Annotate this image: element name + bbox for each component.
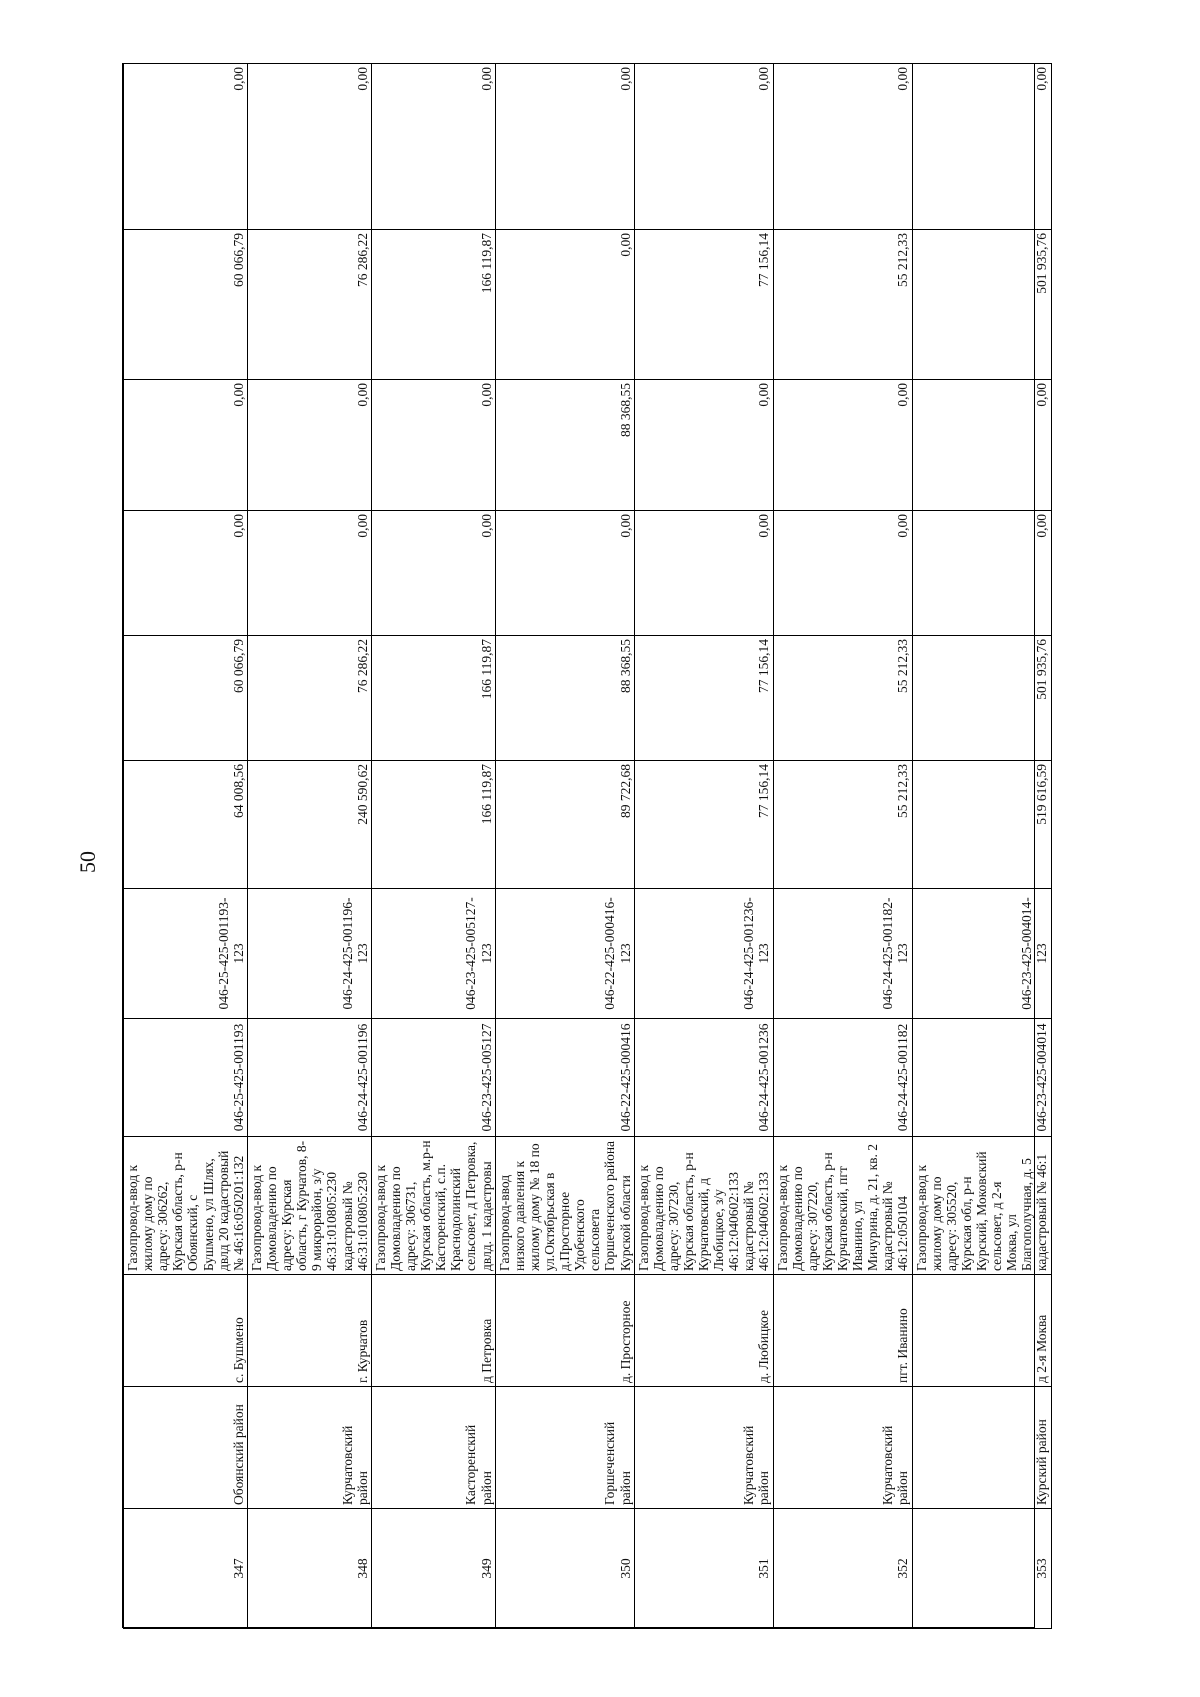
- amount-col-4: 88 368,55: [495, 380, 634, 511]
- gas-pipeline-register-table: [123, 63, 1052, 1629]
- amount-col-3: 0,00: [634, 511, 773, 636]
- table-row: [634, 64, 773, 1629]
- object-code: 046-23-425-004014-123: [912, 889, 1051, 1019]
- locality: пгт. Иванино: [773, 1275, 912, 1387]
- district: Курчатовский район: [773, 1387, 912, 1509]
- object-description: Газопровод-ввод к жилому дому по адресу: 305520, Курская обл, р-н Курский, Моковский сельсовет, д 2-я Моква, ул Благополучная, д. 5 кадастровый № 46:1: [912, 1137, 1051, 1275]
- locality: д. Любицкое: [634, 1275, 773, 1387]
- locality: с. Бушмено: [124, 1275, 248, 1387]
- amount-col-3: 0,00: [371, 511, 495, 636]
- inventory-code: 046-24-425-001182: [773, 1019, 912, 1137]
- total-cost: 240 590,62: [247, 761, 371, 889]
- amount-col-5: 77 156,14: [634, 230, 773, 380]
- table-row: [773, 64, 912, 1629]
- amount-col-4: 0,00: [634, 380, 773, 511]
- table-row: [495, 64, 634, 1629]
- amount-col-5: 76 286,22: [247, 230, 371, 380]
- amount: 60 066,79: [124, 636, 248, 761]
- amount-col-6: 0,00: [124, 64, 248, 230]
- district: Касторенский район: [371, 1387, 495, 1509]
- inventory-code: 046-23-425-005127: [371, 1019, 495, 1137]
- amount-col-6: 0,00: [495, 64, 634, 230]
- amount: 76 286,22: [247, 636, 371, 761]
- inventory-code: 046-24-425-001236: [634, 1019, 773, 1137]
- amount: 77 156,14: [634, 636, 773, 761]
- amount: 88 368,55: [495, 636, 634, 761]
- amount-col-4: 0,00: [371, 380, 495, 511]
- object-code: 046-25-425-001193-123: [124, 889, 248, 1019]
- amount-col-5: 55 212,33: [773, 230, 912, 380]
- object-description: Газопровод-ввод к Домовладению по адресу: 307230, Курская область, р-н Курчатовский, д Любицкое, з/у 46:12:040602:133 кадастровый № 46:12:040602:133: [634, 1137, 773, 1275]
- object-description: Газопровод-ввод низкого давления к жилому дому № 18 по ул.Октябрьская в д.Просторное Удобенского сельсовета Горшеченского района Курской области: [495, 1137, 634, 1275]
- row-number: 350: [495, 1509, 634, 1629]
- row-number: 351: [634, 1509, 773, 1629]
- locality: д. Просторное: [495, 1275, 634, 1387]
- page-number: 50: [75, 851, 100, 873]
- amount-col-5: 501 935,76: [912, 230, 1051, 380]
- table-row: [124, 64, 248, 1629]
- inventory-code: 046-25-425-001193: [124, 1019, 248, 1137]
- row-number: 352: [773, 1509, 912, 1629]
- district: Курский район: [912, 1387, 1051, 1509]
- amount: 166 119,87: [371, 636, 495, 761]
- total-cost: 55 212,33: [773, 761, 912, 889]
- total-cost: 519 616,59: [912, 761, 1051, 889]
- row-number: 349: [371, 1509, 495, 1629]
- amount-col-4: 0,00: [912, 380, 1051, 511]
- amount-col-5: 60 066,79: [124, 230, 248, 380]
- row-number: 347: [124, 1509, 248, 1629]
- amount-col-3: 0,00: [247, 511, 371, 636]
- amount-col-4: 0,00: [247, 380, 371, 511]
- register-table-rotated: [123, 64, 1050, 1629]
- total-cost: 77 156,14: [634, 761, 773, 889]
- amount-col-3: 0,00: [124, 511, 248, 636]
- inventory-code: 046-24-425-001196: [247, 1019, 371, 1137]
- total-cost: 166 119,87: [371, 761, 495, 889]
- district: Курчатовский район: [247, 1387, 371, 1509]
- amount-col-6: 0,00: [371, 64, 495, 230]
- amount-col-3: 0,00: [912, 511, 1051, 636]
- locality: г. Курчатов: [247, 1275, 371, 1387]
- amount-col-5: 166 119,87: [371, 230, 495, 380]
- total-cost: 89 722,68: [495, 761, 634, 889]
- total-cost: 64 008,56: [124, 761, 248, 889]
- amount-col-6: 0,00: [247, 64, 371, 230]
- table-row: [371, 64, 495, 1629]
- object-description: Газопровод-ввод к Домовладению по адресу: 307220, Курская область, р-н Курчатовский, пгт Иванино, ул Мичурина, д. 21, кв. 2 кадастровый № 46:12:050104: [773, 1137, 912, 1275]
- object-description: Газопровод-ввод к Домовладению по адресу: 306731, Курская область, м.р-н Касторенский, с.п. Краснодолинский сельсовет, д Петровка, двлд. 1 кадастровы: [371, 1137, 495, 1275]
- amount: 501 935,76: [912, 636, 1051, 761]
- district: Горшеченский район: [495, 1387, 634, 1509]
- row-number: 353: [912, 1509, 1051, 1629]
- object-code: 046-24-425-001182-123: [773, 889, 912, 1019]
- amount: 55 212,33: [773, 636, 912, 761]
- amount-col-3: 0,00: [773, 511, 912, 636]
- locality: д 2-я Моква: [912, 1275, 1051, 1387]
- row-number: 348: [247, 1509, 371, 1629]
- inventory-code: 046-22-425-000416: [495, 1019, 634, 1137]
- object-code: 046-22-425-000416-123: [495, 889, 634, 1019]
- object-code: 046-23-425-005127-123: [371, 889, 495, 1019]
- amount-col-6: 0,00: [773, 64, 912, 230]
- amount-col-6: 0,00: [912, 64, 1051, 230]
- district: Курчатовский район: [634, 1387, 773, 1509]
- register-table-frame: [122, 63, 1050, 1628]
- amount-col-4: 0,00: [773, 380, 912, 511]
- district: Обоянский район: [124, 1387, 248, 1509]
- inventory-code: 046-23-425-004014: [912, 1019, 1051, 1137]
- amount-col-3: 0,00: [495, 511, 634, 636]
- table-row: [912, 64, 1051, 1629]
- object-description: Газопровод-ввод к жилому дому по адресу: 306262, Курская область, р-н Обоянский, с Бушмено, ул Шлях, двлд 20 кадастровый № 46:16:050201:132: [124, 1137, 248, 1275]
- object-code: 046-24-425-001196-123: [247, 889, 371, 1019]
- object-description: Газопровод-ввод к Домовладению по адресу: Курская область, г Курчатов, 8-9 микрорайон, з/у 46:31:010805:230 кадастровый № 46:31:010805:230: [247, 1137, 371, 1275]
- object-code: 046-24-425-001236-123: [634, 889, 773, 1019]
- amount-col-5: 0,00: [495, 230, 634, 380]
- amount-col-4: 0,00: [124, 380, 248, 511]
- locality: д Петровка: [371, 1275, 495, 1387]
- amount-col-6: 0,00: [634, 64, 773, 230]
- table-row: [247, 64, 371, 1629]
